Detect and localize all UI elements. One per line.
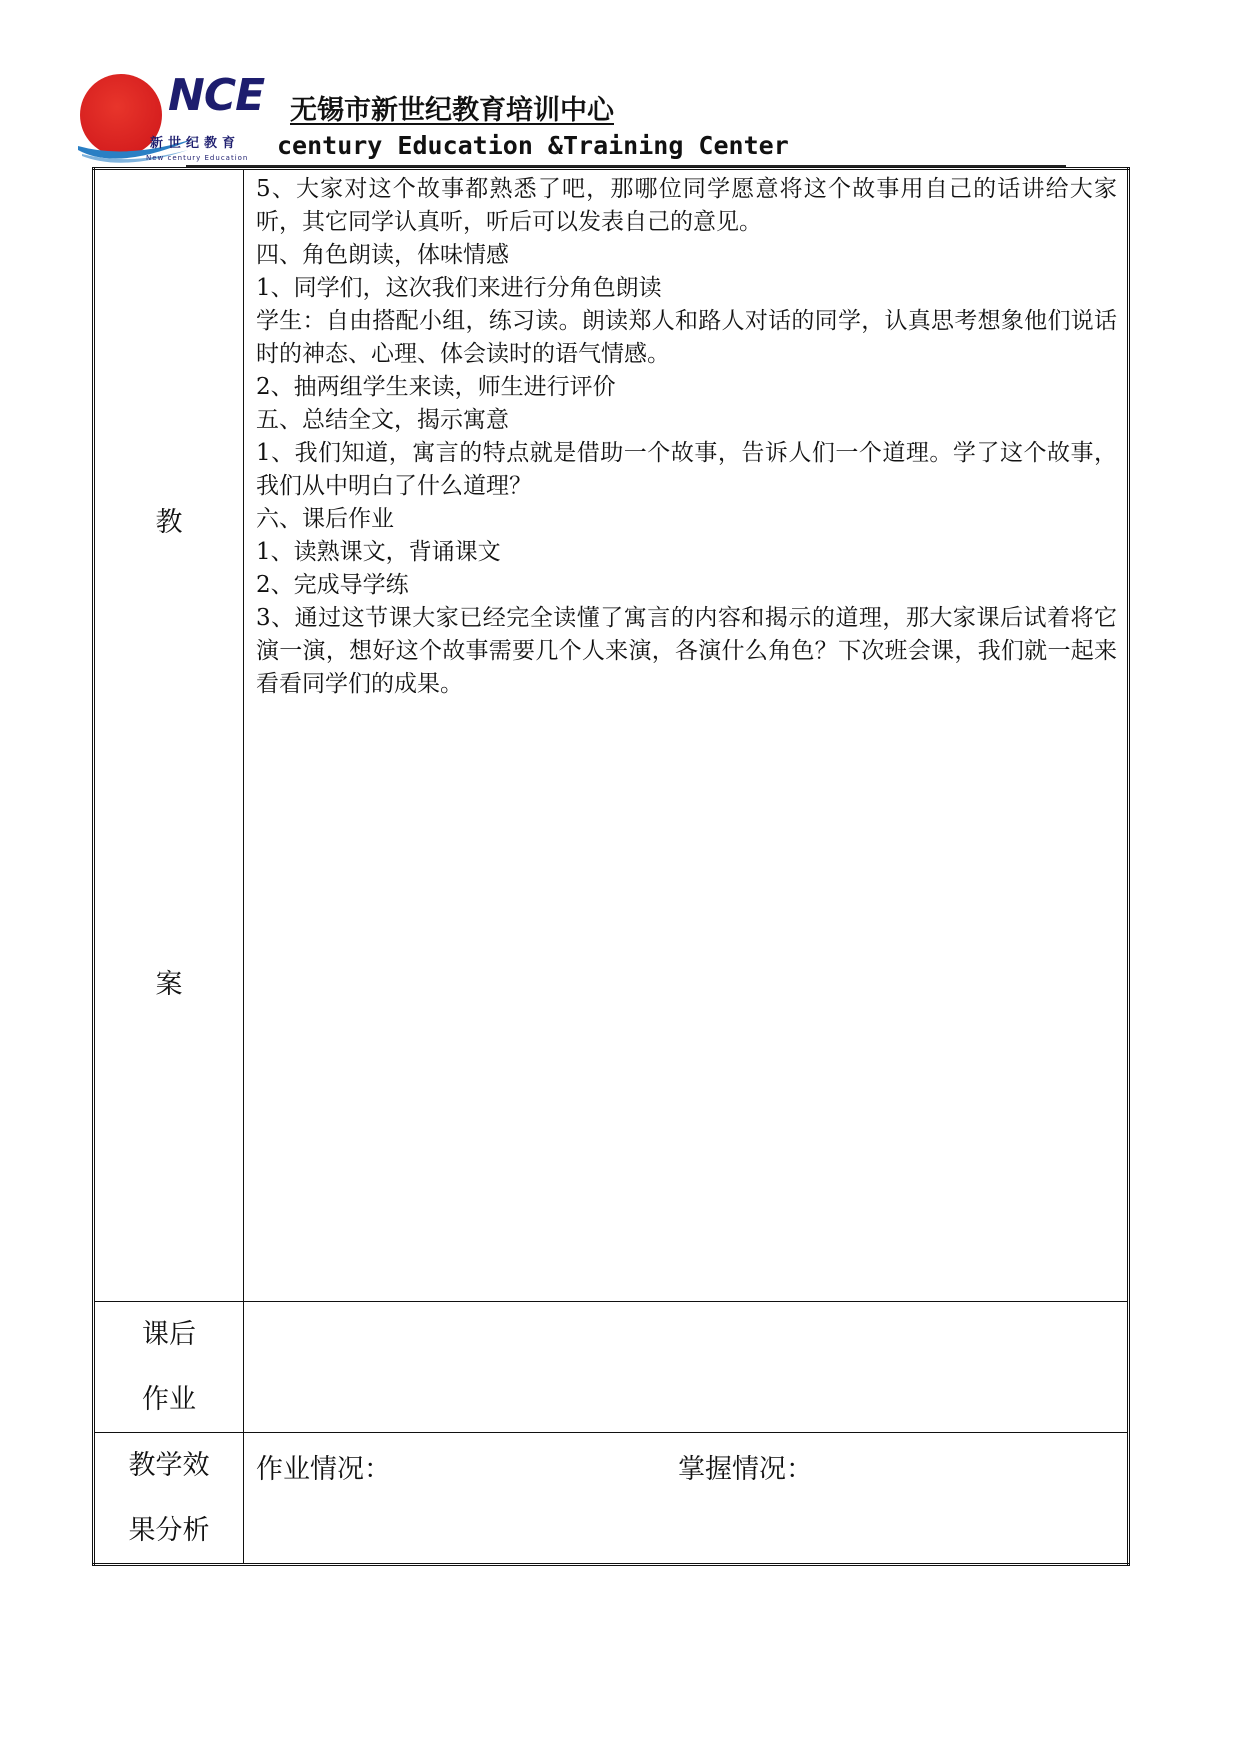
org-name-cn: 无锡市新世纪教育培训中心: [290, 95, 614, 126]
mastery-status-label: 掌握情况：: [678, 1454, 813, 1485]
lesson-line: 2、抽两组学生来读，师生进行评价: [256, 374, 616, 400]
lesson-label-cell: [94, 169, 244, 1302]
homework-row: [94, 1302, 1129, 1433]
logo-cn-text: 新世纪教育: [150, 136, 241, 151]
lesson-line: 六、课后作业: [256, 506, 394, 532]
analysis-label-line1: 教学效: [128, 1450, 210, 1481]
lesson-line: 2、完成导学练: [256, 572, 409, 598]
analysis-row: [94, 1433, 1129, 1565]
logo-en-text: New century Education: [146, 154, 249, 162]
analysis-content-cell: [244, 1433, 1129, 1565]
lesson-row: [94, 169, 1129, 1302]
logo-wordmark: NCE: [168, 70, 265, 121]
lesson-line: 3、通过这节课大家已经完全读懂了寓言的内容和揭示的道理，那大家课后试着将它演一演，想好这个故事需要几个人来演，各演什么角色？下次班会课，我们就一起来看看同学们的成果。: [256, 605, 1117, 697]
org-name-en: century Education &Training Center: [277, 131, 789, 160]
lesson-line: 五、总结全文，揭示寓意: [256, 407, 509, 433]
lesson-content-cell: [244, 169, 1129, 1302]
lesson-plan-table: [92, 167, 1130, 1566]
homework-status-label: 作业情况：: [256, 1454, 391, 1485]
lesson-label-top: 教: [155, 507, 183, 538]
analysis-label-cell: [94, 1433, 244, 1565]
lesson-content: [244, 170, 1127, 701]
analysis-label-line2: 果分析: [128, 1515, 210, 1546]
lesson-line: 1、读熟课文，背诵课文: [256, 539, 501, 565]
lesson-line: 四、角色朗读，体味情感: [256, 242, 509, 268]
homework-content-cell: [244, 1302, 1129, 1433]
homework-label-line1: 课后: [142, 1319, 196, 1350]
lesson-line: 1、同学们，这次我们来进行分角色朗读: [256, 275, 662, 301]
lesson-line: 1、我们知道，寓言的特点就是借助一个故事，告诉人们一个道理。学了这个故事，我们从中明白了什么道理？: [256, 440, 1117, 499]
lesson-label-bottom: 案: [155, 969, 183, 1000]
logo: [78, 70, 268, 168]
homework-label-line2: 作业: [142, 1384, 196, 1415]
lesson-line: 5、大家对这个故事都熟悉了吧，那哪位同学愿意将这个故事用自己的话讲给大家听，其它同学认真听，听后可以发表自己的意见。: [256, 176, 1117, 235]
lesson-line: 学生：自由搭配小组，练习读。朗读郑人和路人对话的同学，认真思考想象他们说话时的神态、心理、体会读时的语气情感。: [256, 308, 1117, 367]
homework-label-cell: [94, 1302, 244, 1433]
